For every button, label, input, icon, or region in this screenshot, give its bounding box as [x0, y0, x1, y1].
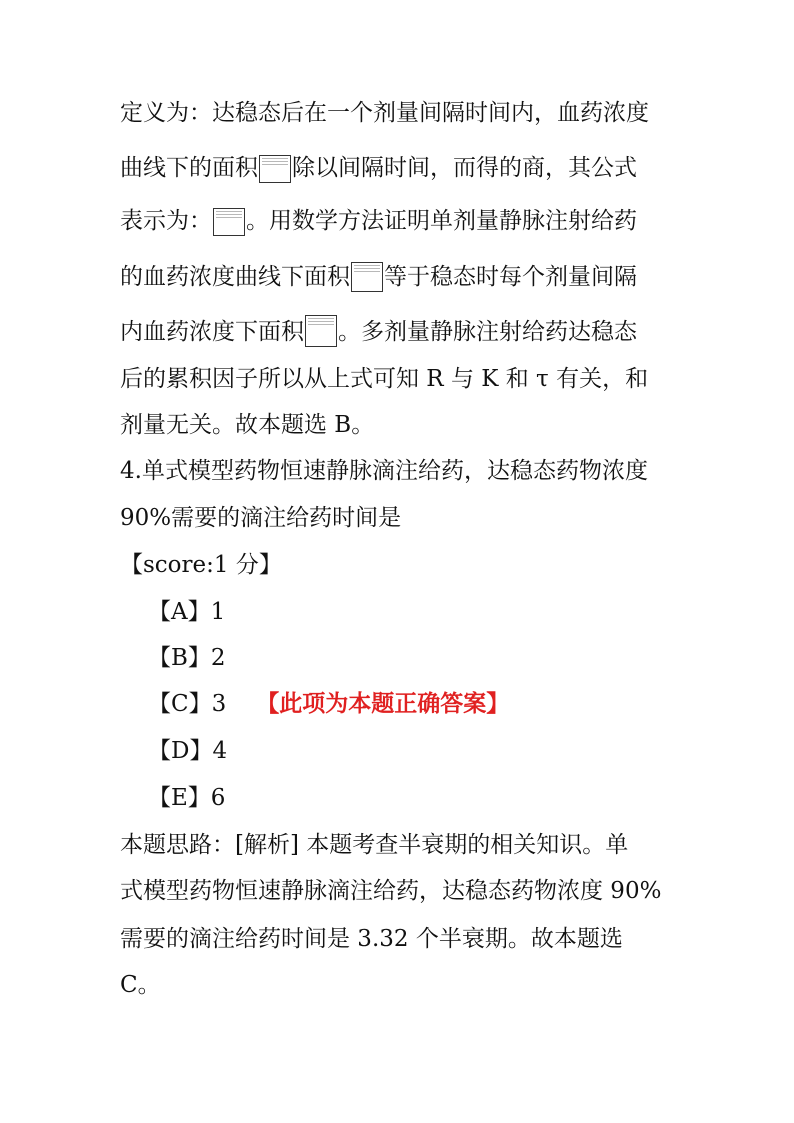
analysis-line-1: 本题思路：[解析] 本题考查半衰期的相关知识。单 [120, 832, 629, 858]
question-score: 【score:1 分】 [120, 552, 282, 578]
explanation-text: 的血药浓度曲线下面积 [120, 264, 350, 290]
explanation-text: 内血药浓度下面积 [120, 319, 304, 345]
analysis-line-2: 式模型药物恒速静脉滴注给药，达稳态药物浓度 90% [120, 878, 662, 904]
explanation-text: 。多剂量静脉注射给药达稳态 [338, 319, 637, 345]
explanation-line-4 [120, 262, 637, 292]
explanation-line-1: 定义为：达稳态后在一个剂量间隔时间内，血药浓度 [120, 100, 649, 126]
explanation-line-7: 剂量无关。故本题选 B。 [120, 412, 375, 438]
explanation-text: 表示为： [120, 208, 212, 234]
formula-image [213, 208, 245, 236]
explanation-line-5 [120, 315, 637, 345]
question-line-2: 90%需要的滴注给药时间是 [120, 505, 402, 531]
option-a: 【A】1 [148, 599, 226, 625]
formula-image [351, 262, 383, 292]
explanation-text: 除以间隔时间，而得的商，其公式 [292, 155, 637, 181]
formula-image [259, 155, 291, 183]
formula-image [305, 315, 337, 347]
explanation-line-6: 后的累积因子所以从上式可知 R 与 K 和 τ 有关，和 [120, 366, 649, 392]
correct-answer-marker: 【此项为本题正确答案】 [256, 690, 510, 717]
analysis-line-4: C。 [120, 972, 161, 998]
question-line-1: 4.单式模型药物恒速静脉滴注给药，达稳态药物浓度 [120, 458, 648, 484]
explanation-line-2 [120, 153, 637, 183]
option-c-label: 【C】3 [148, 691, 227, 717]
explanation-line-3 [120, 206, 637, 236]
option-e: 【E】6 [148, 785, 226, 811]
option-c [148, 689, 509, 719]
analysis-line-3: 需要的滴注给药时间是 3.32 个半衰期。故本题选 [120, 926, 623, 952]
explanation-text: 等于稳态时每个剂量间隔 [384, 264, 637, 290]
option-b: 【B】2 [148, 645, 226, 671]
explanation-text: 。用数学方法证明单剂量静脉注射给药 [246, 208, 637, 234]
option-d: 【D】4 [148, 738, 228, 764]
explanation-text: 曲线下的面积 [120, 155, 258, 181]
